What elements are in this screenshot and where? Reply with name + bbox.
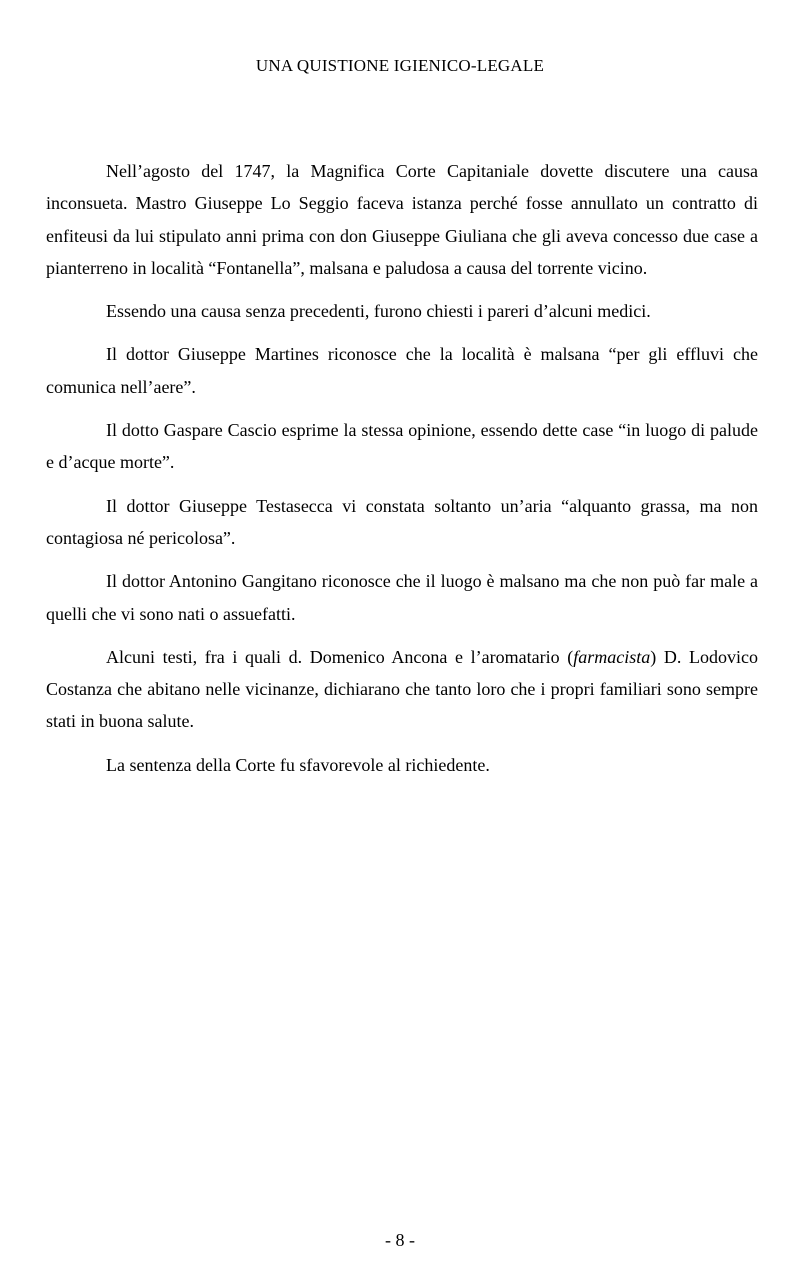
page-number: - 8 - <box>385 1230 415 1250</box>
paragraph-martines: Il dottor Giuseppe Martines riconosce che la località è malsana “per gli effluvi che comunica nell’aere”. <box>46 344 758 397</box>
witnesses-text-after: ) D. Lodovico Costanza che abitano nelle vicinanze, dichiarano che tanto loro che i propri familiari sono sempre stati in buona salute. <box>46 646 759 732</box>
paragraph-lo-seggio-case: Nell’agosto del 1747, la Magnifica Corte Capitaniale dovette discutere una causa inconsueta. Mastro Giuseppe Lo Seggio faceva istanza perché fosse annullato un contratto di enfiteusi da lui stipulato anni prima con don Giuseppe Giuliana che gli aveva concesso due case a pianterreno in località “Fontanella”, malsana e paludosa a causa del torrente vicino. <box>46 161 758 278</box>
witnesses-italic-term: farmacista <box>573 646 651 667</box>
paragraph-medical-opinions: Essendo una causa senza precedenti, furono chiesti i pareri d’alcuni medici. <box>106 301 651 322</box>
paragraph-gangitano: Il dottor Antonino Gangitano riconosce che il luogo è malsano ma che non può far male a quelli che vi sono nati o assuefatti. <box>46 571 758 624</box>
paragraph-witnesses <box>46 641 758 738</box>
paragraph-testasecca: Il dottor Giuseppe Testasecca vi constata soltanto un’aria “alquanto grassa, ma non contagiosa né pericolosa”. <box>46 495 758 548</box>
running-title: UNA QUISTIONE IGIENICO-LEGALE <box>255 56 545 75</box>
paragraph-cascio: Il dotto Gaspare Cascio esprime la stessa opinione, essendo dette case “in luogo di palude e d’acque morte”. <box>46 420 758 473</box>
witnesses-text-before: Alcuni testi, fra i quali d. Domenico Ancona e l’aromatario ( <box>106 646 574 667</box>
paragraph-sentence: La sentenza della Corte fu sfavorevole al richiedente. <box>106 754 490 775</box>
body-text <box>46 155 758 792</box>
